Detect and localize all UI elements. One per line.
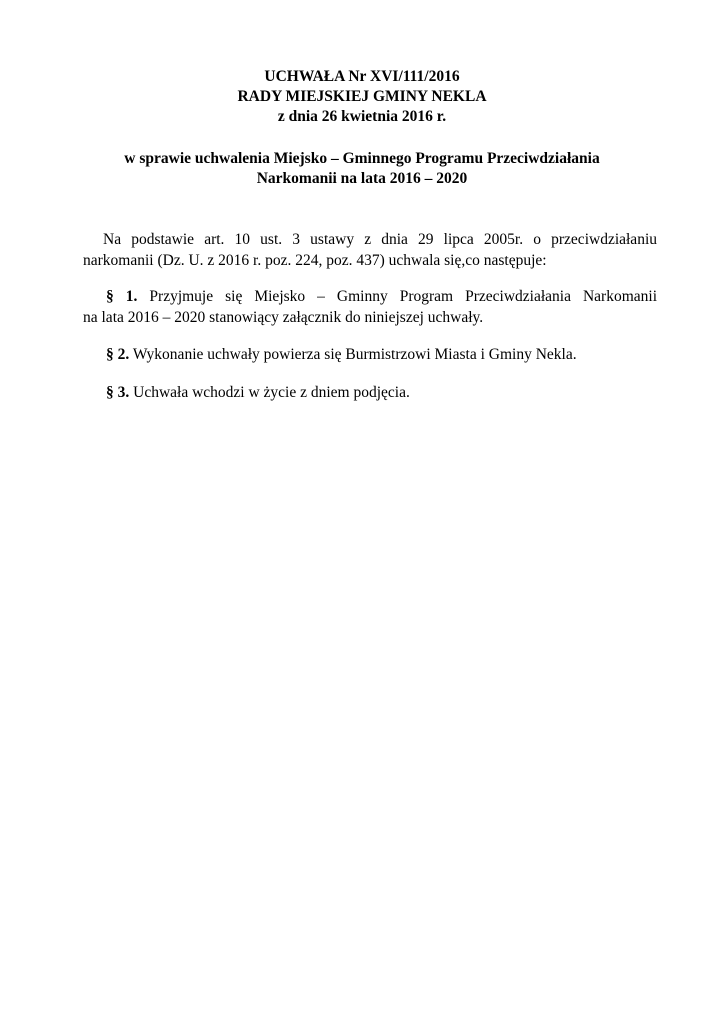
section-3-paragraph [83,382,657,403]
section-1-text: Przyjmuje się Miejsko – Gminny Program Przeciwdziałania Narkomanii [149,288,658,305]
resolution-date: z dnia 26 kwietnia 2016 r. [277,108,447,125]
section-1-symbol: § 1. [106,288,138,305]
legal-basis-line-2: narkomanii (Dz. U. z 2016 r. poz. 224, poz. 437) uchwala się,co następuje: [83,252,547,269]
section-2-symbol: § 2. [106,346,130,363]
section-2-paragraph [83,344,657,365]
legal-basis-paragraph [83,229,657,271]
section-1-paragraph [83,286,657,328]
section-2-text: Wykonanie uchwały powierza się Burmistrzowi Miasta i Gminy Nekla. [132,346,577,363]
section-3-text: Uchwała wchodzi w życie z dniem podjęcia. [133,384,410,401]
resolution-subject [0,149,724,189]
section-3-line-1 [83,382,657,403]
resolution-number: UCHWAŁA Nr XVI/111/2016 [264,68,460,85]
section-2-line-1 [83,344,657,365]
section-3-symbol: § 3. [106,384,130,401]
resolution-header [0,67,724,127]
section-1-line-1 [83,286,657,307]
council-name: RADY MIEJSKIEJ GMINY NEKLA [237,88,487,105]
subject-line-1: w sprawie uchwalenia Miejsko – Gminnego Programu Przeciwdziałania [124,150,600,167]
section-1-line-2: na lata 2016 – 2020 stanowiący załącznik do niniejszej uchwały. [83,309,484,326]
legal-basis-line-1: Na podstawie art. 10 ust. 3 ustawy z dnia 29 lipca 2005r. o przeciwdziałaniu [103,231,657,248]
subject-line-2: Narkomanii na lata 2016 – 2020 [256,170,468,187]
